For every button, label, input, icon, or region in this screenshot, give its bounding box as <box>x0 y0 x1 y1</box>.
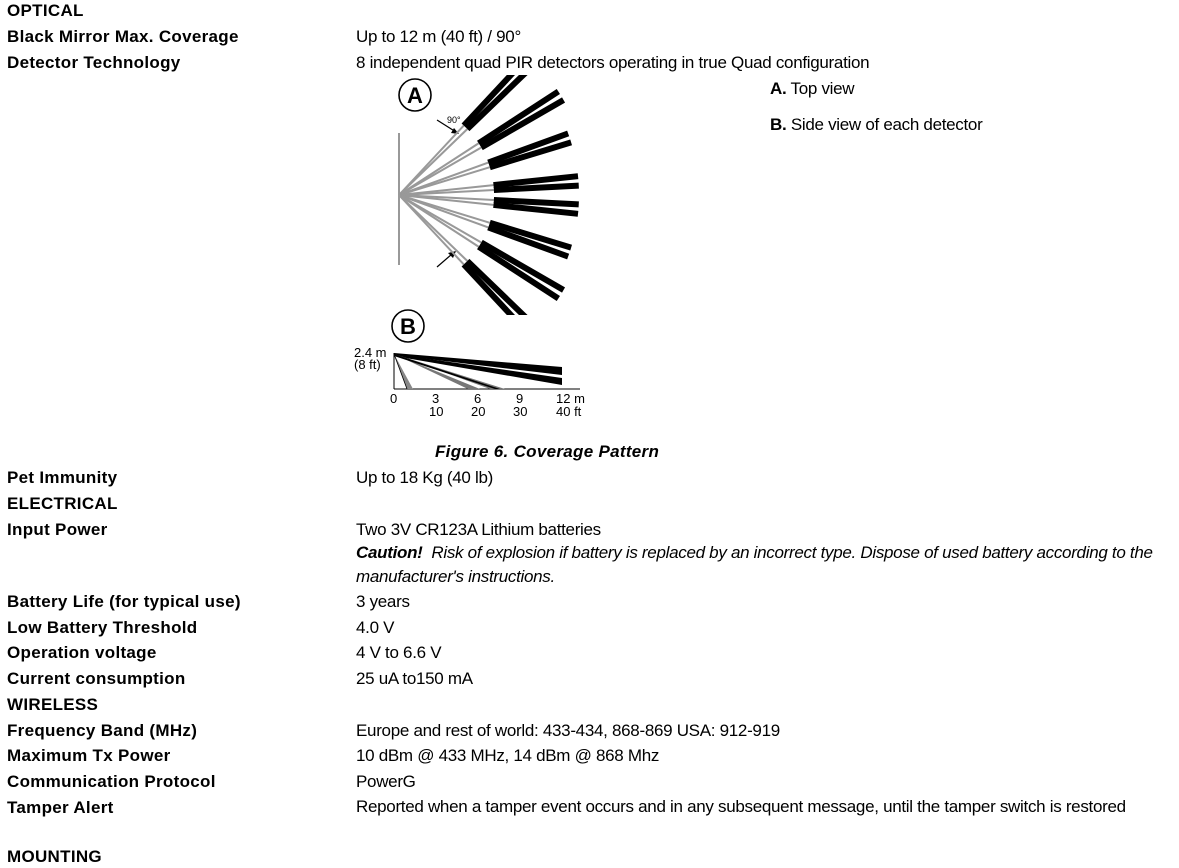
tick-ft-20: 20 <box>471 404 486 419</box>
tick-m-9: 9 <box>516 391 524 406</box>
frequency-label: Frequency Band (MHz) <box>7 721 198 740</box>
current-value: 25 uA to150 mA <box>356 669 473 688</box>
pet-label: Pet Immunity <box>7 468 118 487</box>
tick-m-12: 12 m <box>556 391 585 406</box>
section-mounting: MOUNTING <box>7 847 102 866</box>
side-view-diagram <box>350 305 610 425</box>
legend-side-view <box>770 115 982 135</box>
caution-note <box>356 541 1178 589</box>
tick-ft-30: 30 <box>513 404 528 419</box>
legend-key-a: A. <box>770 79 787 98</box>
low-battery-label: Low Battery Threshold <box>7 618 198 637</box>
tx-power-label: Maximum Tx Power <box>7 746 171 765</box>
tick-m-6: 6 <box>474 391 482 406</box>
input-power-label: Input Power <box>7 520 108 539</box>
tamper-value: Reported when a tamper event occurs and in any subsequent message, until the tamper switch is restored <box>356 797 1126 816</box>
caution-title: Caution! <box>356 543 423 562</box>
tx-power-value: 10 dBm @ 433 MHz, 14 dBm @ 868 Mhz <box>356 746 660 765</box>
detector-label: Detector Technology <box>7 53 181 72</box>
op-voltage-value: 4 V to 6.6 V <box>356 643 442 662</box>
low-battery-value: 4.0 V <box>356 618 395 637</box>
tick-m-0: 0 <box>390 391 398 406</box>
frequency-value: Europe and rest of world: 433-434, 868-869 USA: 912-919 <box>356 721 780 740</box>
battery-life-label: Battery Life (for typical use) <box>7 592 241 611</box>
legend-text-a: Top view <box>790 79 855 98</box>
current-label: Current consumption <box>7 669 186 688</box>
coverage-value: Up to 12 m (40 ft) / 90° <box>356 27 521 46</box>
angle-label: 90° <box>447 115 461 125</box>
input-power-value: Two 3V CR123A Lithium batteries <box>356 520 601 539</box>
marker-a: A <box>407 83 423 108</box>
section-optical: OPTICAL <box>7 1 84 20</box>
detector-value: 8 independent quad PIR detectors operating in true Quad configuration <box>356 53 870 72</box>
legend-key-b: B. <box>770 115 787 134</box>
tamper-label: Tamper Alert <box>7 798 114 817</box>
section-wireless: WIRELESS <box>7 695 99 714</box>
tick-ft-40: 40 ft <box>556 404 582 419</box>
figure-caption: Figure 6. Coverage Pattern <box>435 442 660 461</box>
pet-value: Up to 18 Kg (40 lb) <box>356 468 493 487</box>
op-voltage-label: Operation voltage <box>7 643 157 662</box>
height-ft: (8 ft) <box>354 357 381 372</box>
protocol-label: Communication Protocol <box>7 772 216 791</box>
legend-top-view <box>770 79 854 99</box>
tick-ft-10: 10 <box>429 404 444 419</box>
tick-m-3: 3 <box>432 391 440 406</box>
height-m: 2.4 m <box>354 345 387 360</box>
protocol-value: PowerG <box>356 772 416 791</box>
top-view-diagram <box>380 75 600 315</box>
battery-life-value: 3 years <box>356 592 410 611</box>
caution-text: Risk of explosion if battery is replaced by an incorrect type. Dispose of used battery according to the manufacturer's instructions. <box>356 543 1153 586</box>
marker-b: B <box>400 314 416 339</box>
legend-text-b: Side view of each detector <box>790 115 983 134</box>
coverage-label: Black Mirror Max. Coverage <box>7 27 239 46</box>
section-electrical: ELECTRICAL <box>7 494 118 513</box>
